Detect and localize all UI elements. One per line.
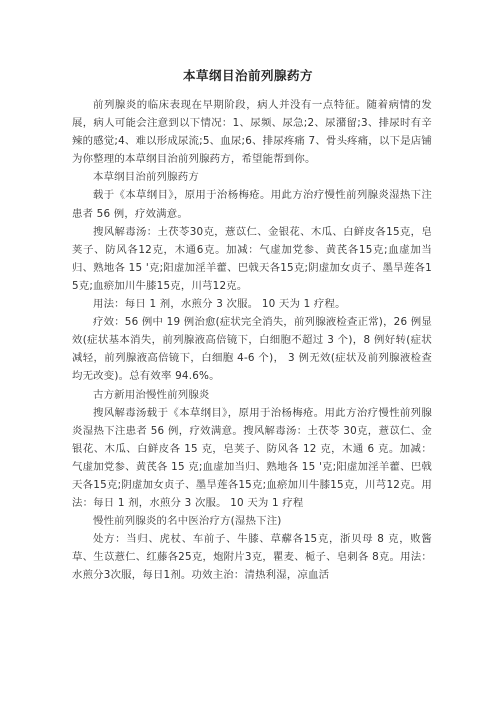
intro-paragraph: 前列腺炎的临床表现在早期阶段，病人并没有一点特征。随着病情的发展，病人可能会注意到以下情况：1、尿频、尿急;2、尿潴留;3、排尿时有辛辣的感觉;4、难以形成尿流;5、血尿;6、排尿疼痛 7、骨头疼痛，以下是店铺为你整理的本草纲目治前列腺药方，希望能帮到你。 — [72, 99, 432, 166]
formula-paragraph: 处方：当归、虎杖、车前子、牛膝、草薢各15克，浙贝母 8 克，败酱草、生苡薏仁、红藤各25克，炮附片3克，瞿麦、栀子、皂刺各 8克。用法：水煎分3次服，每日1剂。功效主治：清热利湿，凉血活 — [72, 533, 432, 582]
article-body — [72, 96, 432, 585]
ancient-recipe-paragraph: 搜风解毒汤载于《本草纲目》，原用于治杨梅疮。用此方治疗慢性前列腺炎湿热下注患者 56 例，疗效满意。搜风解毒汤：土茯苓 30克，薏苡仁、金银花、木瓜、白鲜皮各 15 克，皂荚子、防风各 12 克，木通 6 克。加减：气虚加党参、黄芪各 15 克;血虚加当归、熟地各 15 '克;阳虚加淫羊藿、巴戟天各15克;阴虚加女贞子、墨旱莲各15克;血瘀加川牛膝15克，川芎12克。用法：每日 1 剂，水煎分 3 次服。 10 天为 1 疗程 — [72, 406, 432, 510]
section-heading: 慢性前列腺炎的名中医治疗方(湿热下注) — [93, 515, 282, 528]
page-title: 本草纲目治前列腺药方 — [182, 68, 313, 83]
source-paragraph: 载于《本草纲目》，原用于治杨梅疮。用此方治疗慢性前列腺炎湿热下注患者 56 例，疗效满意。 — [72, 189, 432, 220]
section-heading: 古方新用治慢性前列腺炎 — [93, 388, 210, 401]
section-heading: 本草纲目治前列腺药方 — [93, 171, 199, 184]
efficacy-paragraph: 疗效：56 例中 19 例治愈(症状完全消失，前列腺液检查正常)，26 例显效(症状基本消失，前列腺液高倍镜下，白细胞不超过 3 个)，8 例好转(症状减轻，前列腺液高倍镜下，白细胞 4-6 个)， 3 例无效(症状及前列腺液检查均无改变)。总有效率 94.6%。 — [72, 316, 432, 383]
prescription-paragraph: 搜风解毒汤：土茯苓30克，薏苡仁、金银花、木瓜、白鲜皮各15克，皂荚子、防风各12克，木通6克。加减：气虚加党参、黄芪各15克;血虚加当归、熟地各 15 '克;阳虚加淫羊藿、巴戟天各15克;阴虚加女贞子、墨旱莲各15克;血瘀加川牛膝15克，川芎12克。 — [72, 225, 432, 292]
usage-paragraph: 用法：每日 1 剂，水煎分 3 次服。 10 天为 1 疗程。 — [93, 298, 346, 311]
